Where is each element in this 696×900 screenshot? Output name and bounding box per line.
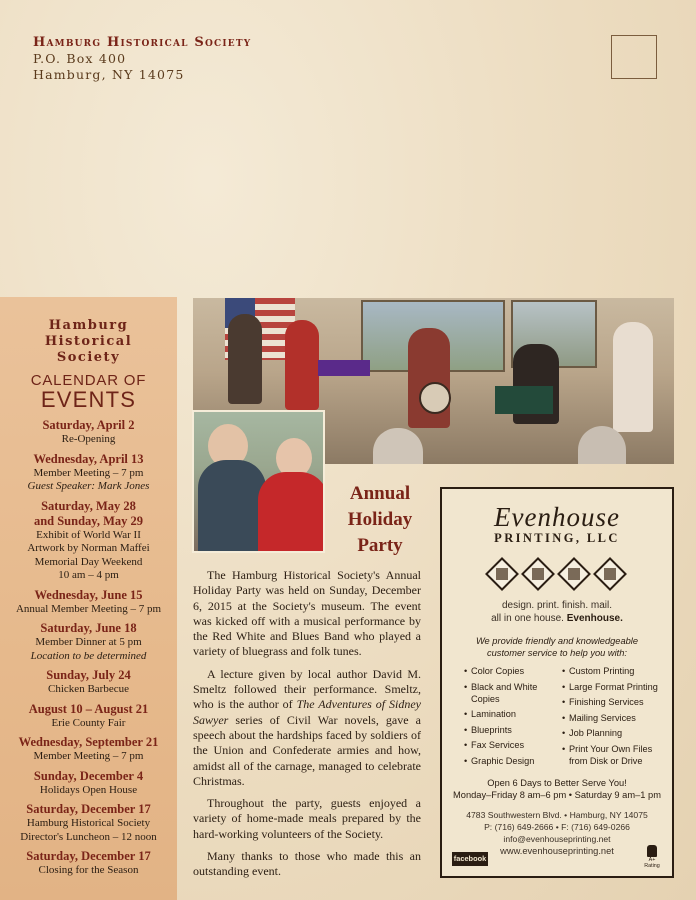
event-detail: Memorial Day Weekend [34, 555, 143, 568]
ad-address: 4783 Southwestern Blvd. • Hamburg, NY 14075 [466, 810, 648, 820]
service-item: • Large Format Printing [562, 681, 660, 693]
return-address-org: Hamburg Historical Society [33, 35, 252, 50]
ad-email[interactable]: info@evenhouseprinting.net [503, 834, 611, 844]
ad-hours-heading: Open 6 Days to Better Serve You! [487, 778, 627, 788]
event-detail: Member Meeting – 7 pm [33, 466, 144, 479]
music-stand [495, 386, 553, 414]
print-icon [521, 557, 555, 591]
event-detail: Artwork by Norman Maffei [27, 542, 150, 554]
finish-icon [557, 557, 591, 591]
event-detail: Member Meeting – 7 pm [33, 750, 144, 762]
event-item [0, 452, 177, 494]
evenhouse-advertisement [440, 487, 674, 878]
ad-tagline: design. print. finish. mail. all in one house. Evenhouse. [491, 600, 623, 624]
postage-stamp-box [611, 35, 657, 79]
event-date: Sunday, December 4 [33, 768, 144, 783]
calendar-heading: CALENDAR OF [30, 372, 147, 389]
service-item: • Graphic Design [464, 755, 562, 767]
event-item [0, 802, 177, 844]
bbb-rating-icon: A+ Rating [642, 845, 662, 867]
article-paragraph: Many thanks to those who made this an outstanding event. [193, 849, 421, 879]
event-detail: Closing for the Season [38, 864, 139, 876]
event-detail: Re-Opening [61, 433, 116, 445]
ad-contact [442, 809, 672, 857]
event-item [0, 849, 177, 878]
event-item [0, 769, 177, 798]
article-paragraph: The Hamburg Historical Society's Annual Holiday Party was held on Sunday, December 6, 2015 at the Society's museum. The event was kicked off with a musical performance by the Red White and Blues Band who played a variety of bluegrass and folk tunes. [193, 568, 421, 659]
event-item [0, 418, 177, 447]
event-detail: 10 am – 4 pm [58, 569, 119, 581]
banjo [419, 382, 451, 414]
guest-sweater [198, 460, 266, 553]
ad-phone: P: (716) 649-2666 • F: (716) 649-0266 [484, 822, 630, 832]
event-detail: Member Dinner at 5 pm [35, 636, 142, 648]
service-item: • Finishing Services [562, 696, 660, 708]
return-address [33, 35, 251, 82]
article-paragraph: A lecture given by local author David M. Smeltz followed their performance. Smeltz, who is the author of The Adventures of Sidney Sawyer series of Civil War novels, gave a speech about the hardships faced by soldiers of the Union and Confederate armies and how, amidst all of the carnage, managed to celebrate Christmas. [193, 666, 421, 788]
event-item [0, 668, 177, 697]
service-item: • Black and White Copies [464, 681, 562, 705]
event-date: Saturday, December 17 [26, 849, 151, 863]
service-item: • Print Your Own Files from Disk or Drive [562, 743, 660, 767]
event-item [0, 735, 177, 764]
guests-photo [192, 410, 325, 553]
event-detail: Holidays Open House [39, 783, 138, 796]
return-address-po-box: P.O. Box 400 [33, 51, 127, 66]
event-item [0, 588, 177, 617]
article-body [193, 568, 421, 887]
event-detail: Annual Member Meeting – 7 pm [15, 602, 162, 615]
service-item: • Color Copies [464, 665, 562, 677]
facebook-icon[interactable]: facebook [452, 852, 488, 866]
event-date: Wednesday, September 21 [18, 735, 159, 749]
event-detail: Director's Luncheon – 12 noon [20, 830, 157, 843]
book-title: The Adventures of Sidney Sawyer [193, 697, 421, 727]
musician [613, 322, 653, 432]
calendar-sidebar [0, 297, 177, 900]
ad-brand-name: Evenhouse [494, 502, 620, 532]
service-item: • Job Planning [562, 727, 660, 739]
event-item [0, 702, 177, 731]
service-item: • Custom Printing [562, 665, 660, 677]
service-item: • Mailing Services [562, 712, 660, 724]
guest-sweater [258, 472, 325, 553]
event-item [0, 499, 177, 583]
ad-services-list [464, 665, 660, 770]
ad-service-icons [482, 556, 632, 596]
event-detail: Guest Speaker: Mark Jones [27, 480, 150, 492]
mail-icon [593, 557, 627, 591]
event-detail: Erie County Fair [51, 716, 126, 729]
event-detail: Exhibit of World War II [36, 528, 141, 541]
event-date: and Sunday, May 29 [33, 513, 144, 528]
return-address-city: Hamburg, NY 14075 [33, 67, 185, 82]
events-heading: EVENTS [40, 387, 137, 412]
musician [285, 320, 319, 410]
bbb-mark [647, 845, 657, 857]
event-detail: Chicken Barbecue [48, 683, 129, 695]
music-stand [318, 360, 370, 376]
service-item: • Fax Services [464, 739, 562, 751]
event-date: Saturday, April 2 [42, 418, 135, 432]
event-date: Saturday, May 28 [41, 498, 136, 513]
musician [228, 314, 262, 404]
ad-hours: Monday–Friday 8 am–6 pm • Saturday 9 am–1 pm [453, 790, 661, 800]
event-detail: Hamburg Historical Society [26, 817, 151, 829]
ad-brand-subtitle: PRINTING, LLC [494, 531, 620, 545]
service-item: • Blueprints [464, 724, 562, 736]
article-title: Annual Holiday Party [347, 483, 413, 556]
event-date: Wednesday, June 15 [34, 587, 143, 602]
service-item: • Lamination [464, 708, 562, 720]
article-paragraph: Throughout the party, guests enjoyed a variety of home-made meals prepared by the hard-working volunteers of the Society. [193, 796, 421, 841]
event-date: August 10 – August 21 [28, 701, 149, 716]
audience-head [373, 428, 423, 464]
ad-website[interactable]: www.evenhouseprinting.net [500, 846, 614, 856]
event-date: Saturday, December 17 [26, 802, 151, 816]
event-date: Wednesday, April 13 [33, 451, 144, 466]
event-date: Sunday, July 24 [46, 668, 131, 682]
event-date: Saturday, June 18 [40, 621, 137, 635]
copy-icon [485, 557, 519, 591]
ad-blurb: We provide friendly and knowledgeable customer service to help you with: [475, 636, 639, 658]
event-item [0, 621, 177, 663]
event-detail: Location to be determined [30, 649, 147, 662]
sidebar-org-name: Hamburg Historical Society [44, 318, 133, 365]
